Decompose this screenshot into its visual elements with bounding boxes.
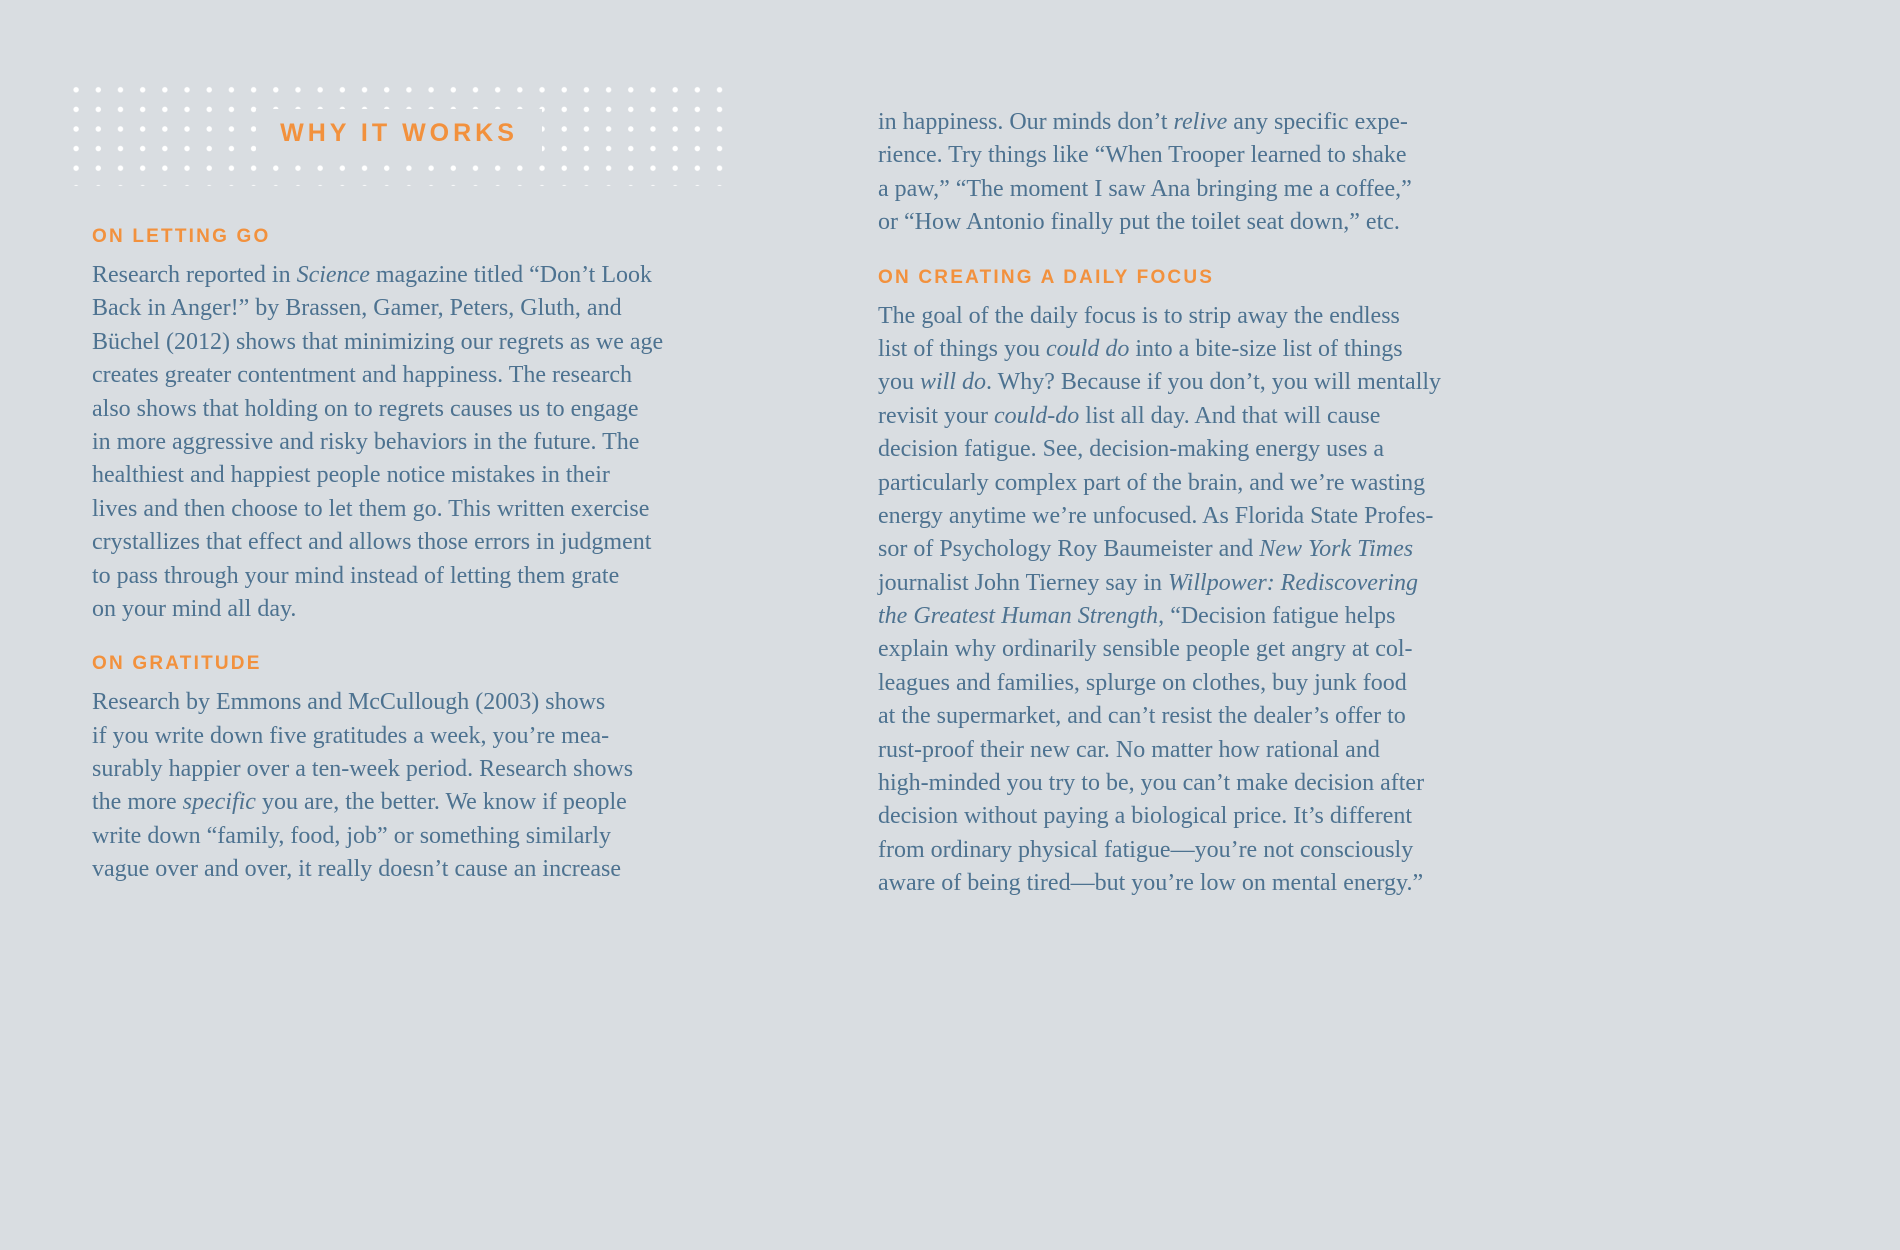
text-line: Research reported in Science magazine titled “Don’t Look: [92, 262, 652, 288]
text-line: on your mind all day.: [92, 595, 297, 622]
text-line: aware of being tired—but you’re low on mental energy.”: [878, 870, 1424, 897]
text-line: high-minded you try to be, you can’t make decision after: [878, 770, 1425, 797]
text-line: energy anytime we’re unfocused. As Florida State Profes-: [878, 502, 1434, 529]
text-line: particularly complex part of the brain, and we’re wasting: [878, 469, 1426, 496]
paragraph: [878, 106, 1538, 240]
text-section: [878, 106, 1538, 240]
text-line: the Greatest Human Strength, “Decision fatigue helps: [878, 603, 1396, 630]
left-text-column: [92, 226, 792, 887]
text-line: surably happier over a ten-week period. Research shows: [92, 756, 634, 783]
text-line: Büchel (2012) shows that minimizing our regrets as we age: [92, 328, 664, 355]
text-line: in happiness. Our minds don’t relive any specific expe-: [878, 109, 1408, 135]
paragraph: [92, 686, 792, 886]
text-line: or “How Antonio finally put the toilet seat down,” etc.: [878, 209, 1400, 236]
text-line: to pass through your mind instead of letting them grate: [92, 562, 620, 589]
text-line: decision without paying a biological price. It’s different: [878, 803, 1413, 830]
text-line: at the supermarket, and can’t resist the dealer’s offer to: [878, 703, 1406, 730]
text-line: creates greater contentment and happiness. The research: [92, 362, 632, 389]
text-line: write down “family, food, job” or something similarly: [92, 822, 612, 849]
text-line: a paw,” “The moment I saw Ana bringing me a coffee,”: [878, 175, 1412, 202]
text-line: rust-proof their new car. No matter how rational and: [878, 736, 1380, 763]
section-heading: ON LETTING GO: [92, 226, 271, 247]
section-heading: ON GRATITUDE: [92, 653, 262, 675]
text-line: healthiest and happiest people notice mistakes in their: [92, 462, 610, 489]
text-line: rience. Try things like “When Trooper learned to shake: [878, 142, 1407, 169]
text-line: lives and then choose to let them go. This written exercise: [92, 495, 650, 522]
text-line: from ordinary physical fatigue—you’re not consciously: [878, 836, 1414, 863]
text-line: revisit your could-do list all day. And that will cause: [878, 402, 1381, 429]
text-line: also shows that holding on to regrets causes us to engage: [92, 395, 639, 422]
section-heading: ON CREATING A DAILY FOCUS: [878, 266, 1215, 288]
text-line: explain why ordinarily sensible people get angry at col-: [878, 636, 1413, 663]
text-line: The goal of the daily focus is to strip away the endless: [878, 302, 1400, 329]
text-line: you will do. Why? Because if you don’t, you will mentally: [878, 369, 1442, 396]
right-text-column: [878, 106, 1538, 901]
paragraph: [92, 259, 792, 626]
text-line: the more specific you are, the better. We know if people: [92, 789, 627, 816]
text-section: [92, 226, 792, 626]
paragraph: [878, 300, 1538, 901]
text-line: if you write down five gratitudes a week, you’re mea-: [92, 722, 610, 749]
text-line: journalist John Tierney say in Willpower: Rediscovering: [878, 569, 1418, 596]
text-section: [92, 653, 792, 886]
text-line: list of things you could do into a bite-size list of things: [878, 335, 1403, 362]
text-line: in more aggressive and risky behaviors in the future. The: [92, 428, 640, 455]
text-line: Research by Emmons and McCullough (2003) shows: [92, 689, 606, 716]
page-title: WHY IT WORKS: [256, 109, 542, 158]
text-line: vague over and over, it really doesn’t cause an increase: [92, 856, 622, 883]
dot-pattern-banner: [65, 80, 733, 186]
text-line: Back in Anger!” by Brassen, Gamer, Peters, Gluth, and: [92, 295, 622, 322]
text-section: [878, 267, 1538, 901]
text-line: crystallizes that effect and allows those errors in judgment: [92, 529, 652, 556]
text-line: leagues and families, splurge on clothes, buy junk food: [878, 669, 1407, 696]
text-line: sor of Psychology Roy Baumeister and New York Times: [878, 536, 1414, 563]
text-line: decision fatigue. See, decision-making energy uses a: [878, 436, 1385, 463]
